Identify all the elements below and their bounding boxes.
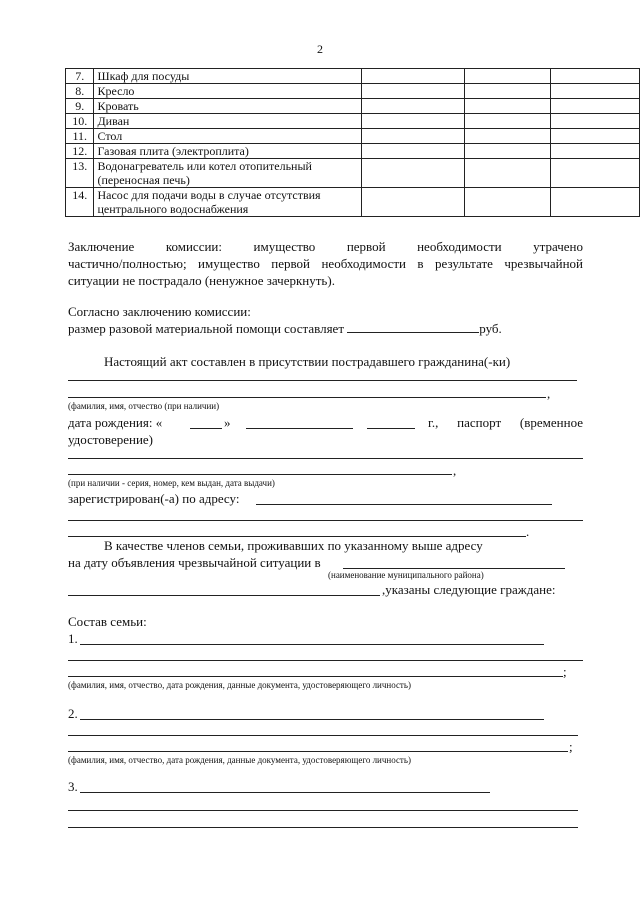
family-statement: ,указаны следующие граждане:	[382, 582, 556, 597]
address-field[interactable]	[256, 504, 552, 505]
punct-dot: .	[526, 524, 530, 539]
punct-semicolon: ;	[563, 664, 567, 679]
member-number: 3.	[68, 779, 78, 794]
item-name-line: Водонагреватель или котел отопительный	[97, 159, 312, 173]
hint-member: (фамилия, имя, отчество, дата рождения, данные документа, удостоверяющего личность)	[68, 680, 411, 690]
table-cell	[361, 84, 464, 99]
table-row	[66, 144, 640, 159]
member-field[interactable]	[80, 792, 490, 793]
table-row	[66, 159, 640, 188]
table-cell	[361, 144, 464, 159]
item-name: Кресло	[94, 84, 361, 99]
hint-fio: (фамилия, имя, отчество (при наличии)	[68, 401, 220, 411]
table-cell	[464, 114, 551, 129]
row-number: 13.	[66, 159, 94, 188]
row-number: 8.	[66, 84, 94, 99]
row-number: 14.	[66, 188, 94, 217]
table-cell	[361, 159, 464, 188]
table-cell	[361, 69, 464, 84]
passport-label: г., паспорт (временное	[428, 415, 583, 430]
currency-unit: руб.	[479, 321, 502, 336]
aid-amount-field[interactable]	[347, 320, 479, 333]
row-number: 10.	[66, 114, 94, 129]
table-cell	[361, 114, 464, 129]
table-cell	[464, 69, 551, 84]
punct-comma: ,	[453, 463, 457, 478]
table-cell	[551, 84, 640, 99]
table-cell	[464, 159, 551, 188]
member-field[interactable]	[80, 719, 544, 720]
table-row	[66, 188, 640, 217]
aid-amount-label: размер разовой материальной помощи составляет	[68, 321, 345, 336]
table-row	[66, 69, 640, 84]
table-cell	[361, 99, 464, 114]
member-field[interactable]	[80, 644, 544, 645]
table-cell	[464, 188, 551, 217]
birth-year-field[interactable]	[367, 428, 415, 429]
table-row	[66, 84, 640, 99]
birth-day-field[interactable]	[190, 428, 222, 429]
registered-label: зарегистрирован(-а) по адресу:	[68, 491, 240, 506]
item-name-line: (переносная печь)	[97, 173, 190, 187]
property-table	[65, 68, 640, 217]
item-name: Стол	[94, 129, 361, 144]
row-number: 12.	[66, 144, 94, 159]
family-statement: на дату объявления чрезвычайной ситуации в	[68, 555, 321, 570]
citizen-name-field[interactable]	[68, 380, 577, 381]
family-title: Состав семьи:	[68, 614, 147, 629]
member-number: 2.	[68, 706, 78, 721]
table-cell	[551, 114, 640, 129]
table-cell	[551, 159, 640, 188]
member-field[interactable]	[68, 660, 583, 661]
aid-intro: Согласно заключению комиссии:	[68, 304, 251, 319]
member-number: 1.	[68, 631, 78, 646]
item-name	[94, 159, 361, 188]
member-field[interactable]	[68, 735, 578, 736]
punct-comma: ,	[547, 386, 551, 401]
hint-passport: (при наличии - серия, номер, кем выдан, дата выдачи)	[68, 478, 275, 488]
table-cell	[551, 144, 640, 159]
act-statement: Настоящий акт составлен в присутствии пострадавшего гражданина(-ки)	[104, 354, 511, 369]
row-number: 9.	[66, 99, 94, 114]
table-row	[66, 114, 640, 129]
item-name-line: Насос для подачи воды в случае отсутствия	[97, 188, 321, 202]
punct-semicolon: ;	[569, 739, 573, 754]
address-field[interactable]	[68, 520, 583, 521]
region-field[interactable]	[68, 595, 380, 596]
item-name: Диван	[94, 114, 361, 129]
hint-member: (фамилия, имя, отчество, дата рождения, данные документа, удостоверяющего личность)	[68, 755, 411, 765]
passport-field[interactable]	[68, 458, 583, 459]
table-cell	[361, 188, 464, 217]
table-cell	[464, 144, 551, 159]
item-name-line: центрального водоснабжения	[97, 202, 249, 216]
table-cell	[464, 129, 551, 144]
page-number: 2	[317, 42, 323, 56]
region-field[interactable]	[343, 568, 565, 569]
table-cell	[551, 129, 640, 144]
conclusion-line: ситуации не пострадало (ненужное зачеркнуть).	[68, 273, 335, 288]
quote-close: »	[224, 415, 231, 430]
conclusion-line: частично/полностью; имущество первой необходимости в результате чрезвычайной	[68, 256, 583, 271]
member-field[interactable]	[68, 751, 568, 752]
member-field[interactable]	[68, 810, 578, 811]
table-cell	[551, 69, 640, 84]
member-field[interactable]	[68, 676, 563, 677]
table-row	[66, 99, 640, 114]
item-name: Газовая плита (электроплита)	[94, 144, 361, 159]
table-cell	[464, 99, 551, 114]
table-row	[66, 129, 640, 144]
citizen-name-field[interactable]	[68, 397, 546, 398]
row-number: 7.	[66, 69, 94, 84]
item-name: Кровать	[94, 99, 361, 114]
item-name	[94, 188, 361, 217]
row-number: 11.	[66, 129, 94, 144]
member-field[interactable]	[68, 827, 578, 828]
table-cell	[551, 99, 640, 114]
aid-amount-line	[68, 320, 502, 337]
birth-month-field[interactable]	[246, 428, 353, 429]
table-cell	[361, 129, 464, 144]
conclusion-line: Заключение комиссии: имущество первой необходимости утрачено	[68, 239, 583, 254]
hint-region: (наименование муниципального района)	[328, 570, 484, 580]
passport-field[interactable]	[68, 474, 452, 475]
item-name: Шкаф для посуды	[94, 69, 361, 84]
table-cell	[464, 84, 551, 99]
table-cell	[551, 188, 640, 217]
family-statement: В качестве членов семьи, проживавших по указанному выше адресу	[104, 538, 483, 553]
birth-label: дата рождения: «	[68, 415, 163, 430]
passport-label-cont: удостоверение)	[68, 432, 154, 447]
